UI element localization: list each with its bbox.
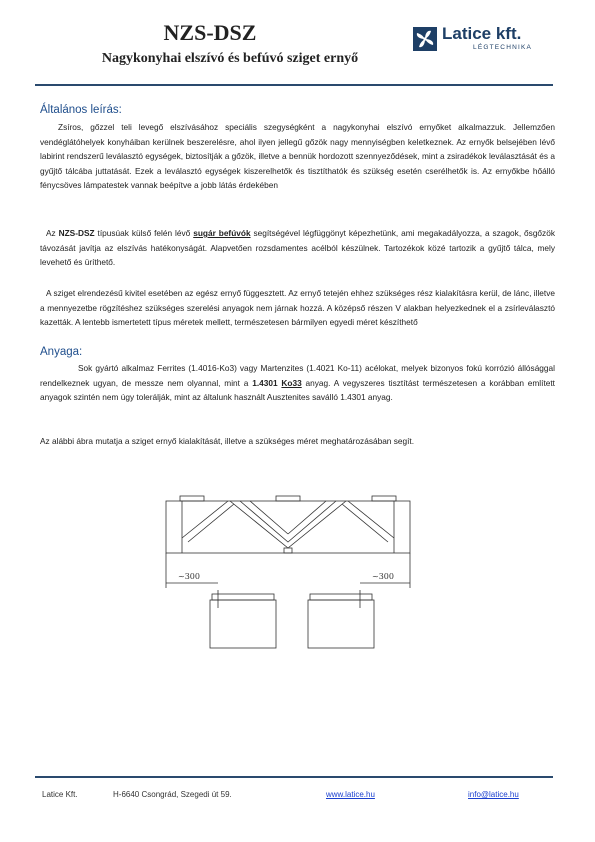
footer-website-link[interactable]: www.latice.hu xyxy=(326,790,375,799)
paragraph-general-3: A sziget elrendezésű kivitel esetében az egész ernyő függesztett. Az ernyő tetején ehhez szükséges rész kialakításra kerül, de lánc, illetve a mennyezetbe rögzítéshez szükséges szerelési anyagok nem járnak hozzá. A középső részen V alakban helyezkednek el a zsírleválasztó kazetták. A lentebb ismertetett típus méretek mellett, természetesen bármilyen egyedi méret készíthető xyxy=(40,288,555,328)
footer-email-link[interactable]: info@latice.hu xyxy=(468,790,519,799)
material-code: 1.4301 xyxy=(252,377,278,388)
footer-divider xyxy=(35,776,553,778)
paragraph-material-1 xyxy=(40,361,555,405)
island-hood-diagram xyxy=(160,490,415,660)
product-code: NZS-DSZ xyxy=(58,228,95,238)
text-fragment: anyag. A vegyszeres tisztítást természetesen a korábban említett anyagok szintén nem úgy tolerálják, mint az általunk használt Ausztenites saválló 1.4301 anyag. xyxy=(40,377,555,403)
appliance-right xyxy=(308,600,374,648)
document-subtitle: Nagykonyhai elszívó és befúvó sziget ernyő xyxy=(101,51,359,66)
company-logo xyxy=(413,24,553,57)
text-fragment: segítségével légfüggönyt képezhetünk, ami megakadályozza, a szagok, ősgőzök távozását javítja az elszívás hatékonyságát. Alapvetően rozsdamentes acélból készülnek. Tartozékok közé tartozik a gyűjtő tálca, mely levehető és üríthető. xyxy=(40,228,555,268)
mount-bracket xyxy=(372,496,396,501)
section-heading-general: Általános leírás: xyxy=(40,104,122,116)
document-title: NZS-DSZ xyxy=(163,20,257,45)
text-fragment: Sok gyártó alkalmaz Ferrites (1.4016-Ko3) vagy Martenzites (1.4021 Ko-11) acélokat, melyek bizonyos fokú korrózió állósággal rendelkeznek ugyan, de messze nem olyannal, mint a xyxy=(40,363,555,388)
dimension-label-right: ~300 xyxy=(372,572,394,581)
text-fragment: típusúak külső felén lévő xyxy=(94,228,194,238)
collector-tray xyxy=(284,548,292,553)
logo-tagline: LÉGTECHNIKA xyxy=(473,44,533,51)
logo-company-name: Latice kft. xyxy=(442,24,522,43)
mount-bracket xyxy=(276,496,300,501)
header-divider xyxy=(35,84,553,86)
appliance-left xyxy=(210,600,276,648)
dimension-label-left: ~300 xyxy=(178,572,200,581)
fan-icon xyxy=(413,27,437,51)
paragraph-general-2 xyxy=(40,226,555,270)
feature-term: sugár befúvók xyxy=(193,228,251,238)
section-heading-material: Anyaga: xyxy=(40,346,83,358)
paragraph-general-1: Zsíros, gőzzel teli levegő elszívásához speciális szegységként a nagykonyhai elszívó ernyőket alkalmazzuk. Jellemzően vendéglátóhelyek konyháiban kerülnek beszerelésre, ahol ilyen jellegű gőzök nagy mennyiségben keletkeznek. Az ernyők belsejében lévő labirint rendszerű leválasztó egységek, biztosítják a gőzök, illetve a bennük hordozott szennyeződések, mint a zsiradékok leválasztását és a gyűjtő tálcába juttatását. Ezek a leválasztó egységek kiszerelhetők és tisztíthatók és szükség esetén cserélhetők is. Az ernyőkbe hőálló fénycsöves lámpatestek vannak beépítve a jobb látás érdekében xyxy=(40,122,555,191)
hood-body xyxy=(166,501,410,553)
grease-filter-v xyxy=(230,501,346,548)
material-grade: Ko33 xyxy=(281,377,302,388)
paragraph-material-2: Az alábbi ábra mutatja a sziget ernyő kialakítását, illetve a szükséges méret meghatározásában segít. xyxy=(40,436,415,446)
footer-company: Latice Kft. xyxy=(42,790,78,799)
footer-address: H-6640 Csongrád, Szegedi út 59. xyxy=(113,790,232,799)
text-fragment: Az xyxy=(46,228,59,238)
mount-bracket xyxy=(180,496,204,501)
